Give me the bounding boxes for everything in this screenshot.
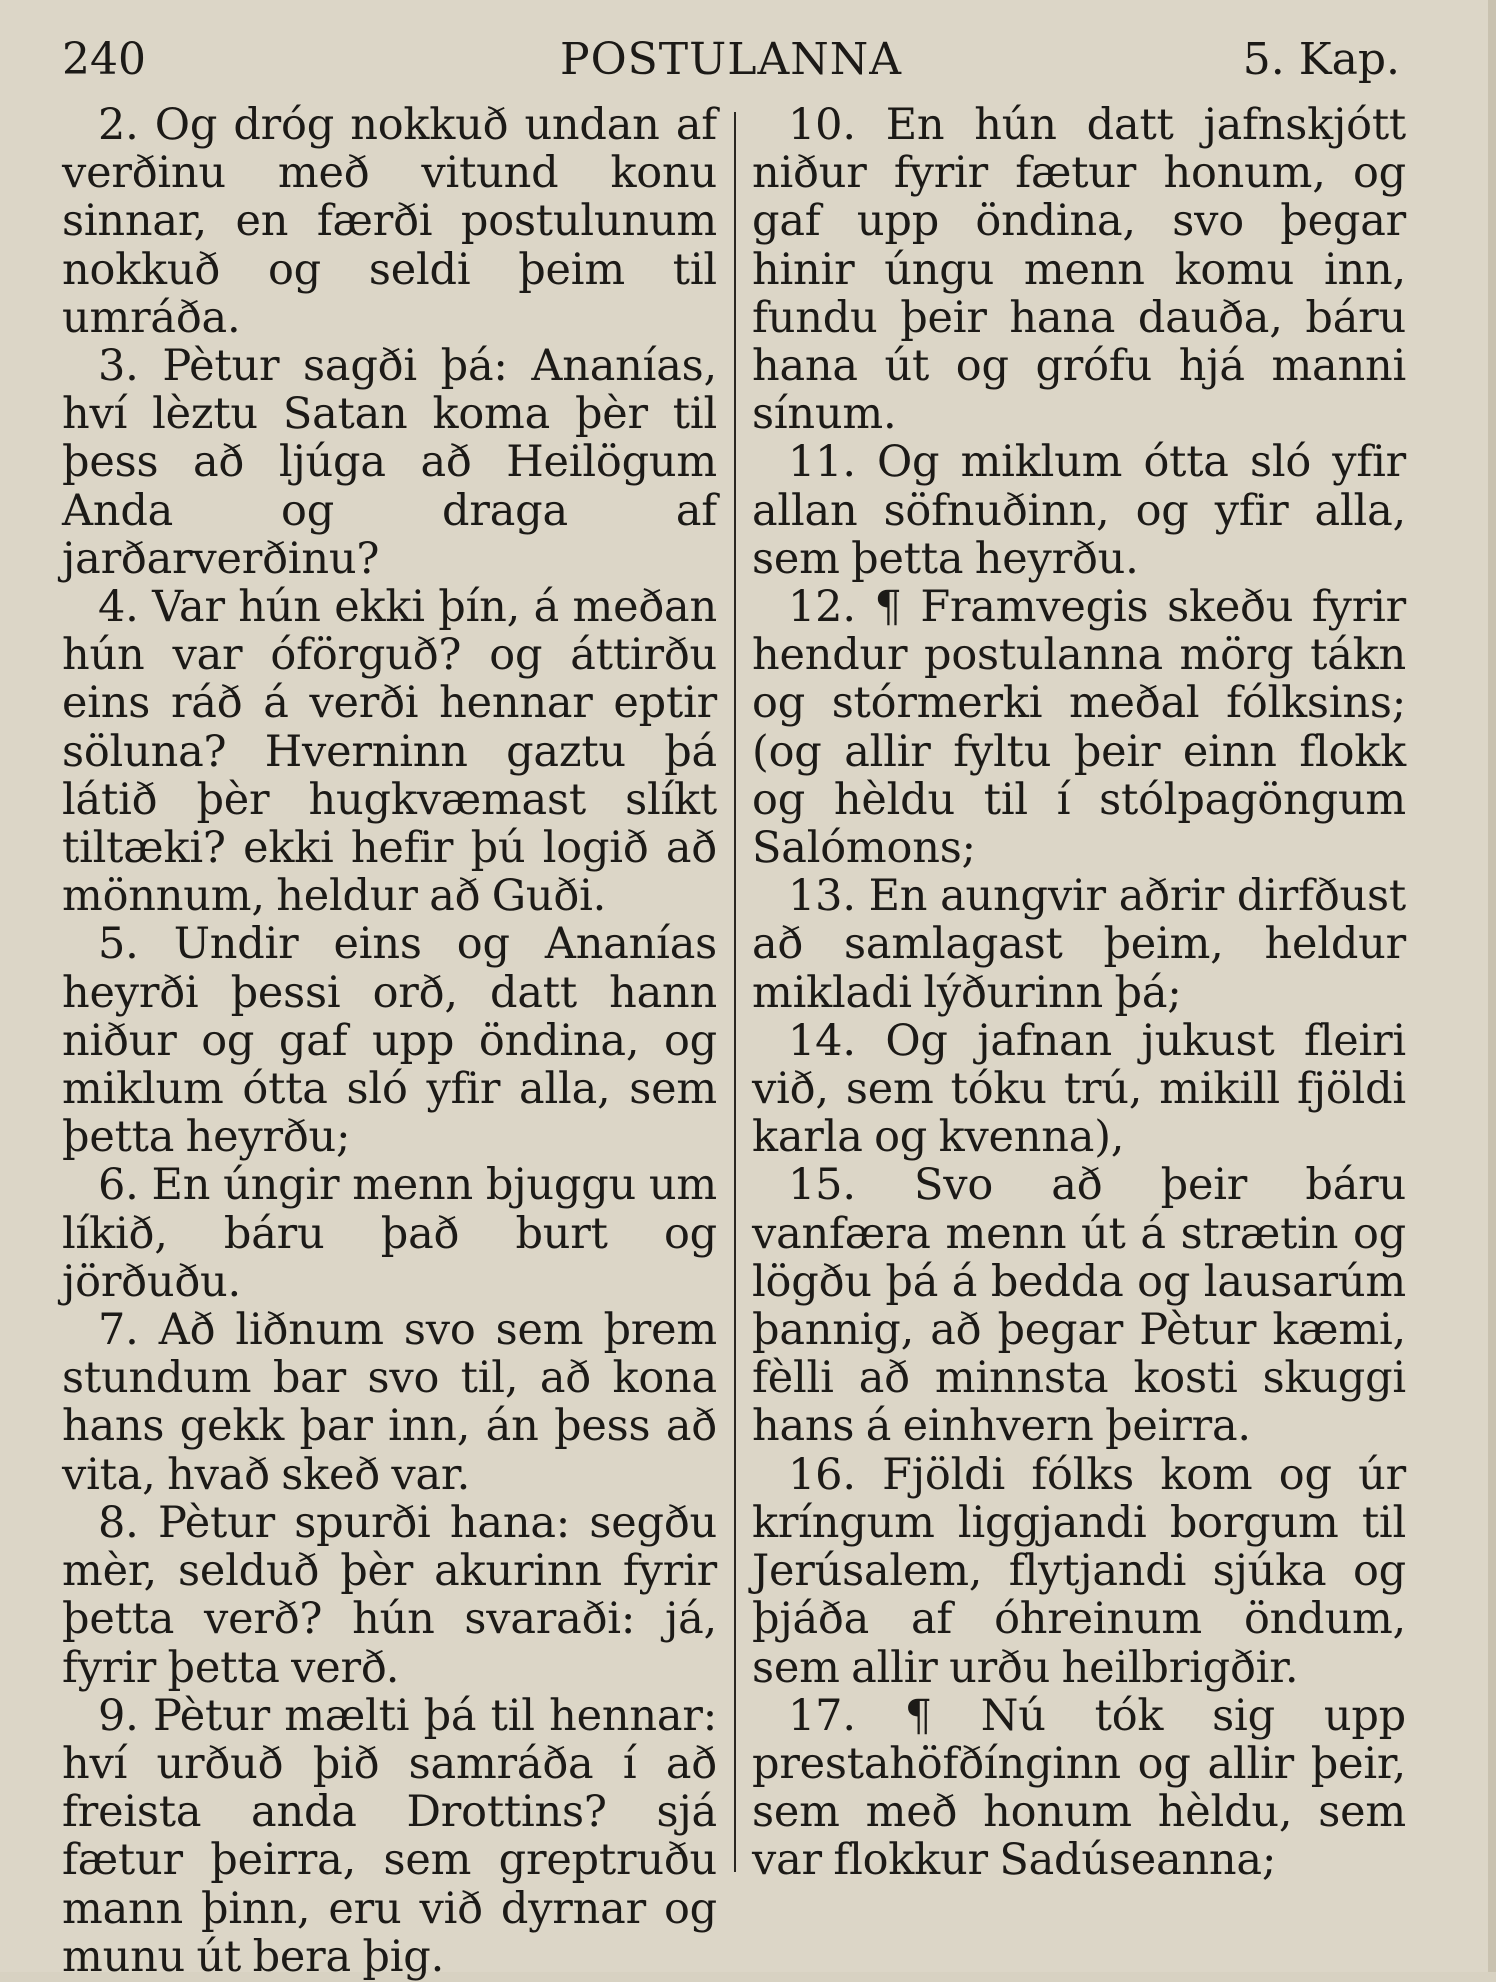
page-number: 240 bbox=[62, 34, 146, 85]
verse-10: 10. En hún datt jafnskjótt niður fyrir fætur honum, og gaf upp öndina, svo þegar hinir úngu menn komu inn, fundu þeir hana dauða, báru hana út og grófu hjá manni sínum. bbox=[752, 100, 1406, 440]
verse-7: 7. Að liðnum svo sem þrem stundum bar svo til, að kona hans gekk þar inn, án þess að vita, hvað skeð var. bbox=[62, 1305, 717, 1500]
right-column bbox=[752, 101, 1406, 1885]
verse-9: 9. Pètur mælti þá til hennar: hví urðuð þið samráða í að freista anda Drottins? sjá fætur þeirra, sem greptruðu mann þinn, eru við dyrnar og munu út bera þig. bbox=[62, 1690, 717, 1982]
verse-8: 8. Pètur spurði hana: segðu mèr, selduð þèr akurinn fyrir þetta verð? hún svaraði: já, fyrir þetta verð. bbox=[62, 1497, 717, 1693]
verse-12: 12. ¶ Framvegis skeðu fyrir hendur postulanna mörg tákn og stórmerki meðal fólksins; (og allir fyltu þeir einn flokk og hèldu til í stólpagöngum Salómons; bbox=[752, 582, 1406, 874]
verse-14: 14. Og jafnan jukust fleiri við, sem tóku trú, mikill fjöldi karla og kvenna), bbox=[752, 1015, 1406, 1163]
verse-4: 4. Var hún ekki þín, á meðan hún var óförguð? og áttirðu eins ráð á verði hennar eptir söluna? Hverninn gaztu þá látið þèr hugkvæmast slíkt tiltæki? ekki hefir þú logið að mönnum, heldur að Guði. bbox=[62, 582, 717, 922]
book-title: POSTULANNA bbox=[559, 34, 903, 85]
verse-3: 3. Pètur sagði þá: Ananías, hví lèztu Satan koma þèr til þess að ljúga að Heilögum Anda og draga af jarðarverðinu? bbox=[62, 341, 717, 584]
verse-6: 6. En úngir menn bjuggu um líkið, báru það burt og jörðuðu. bbox=[62, 1160, 717, 1307]
chapter-label: 5. Kap. bbox=[1242, 34, 1400, 85]
column-divider bbox=[734, 112, 736, 1872]
left-column bbox=[62, 101, 717, 1981]
page-edge bbox=[1488, 0, 1496, 1972]
verse-15: 15. Svo að þeir báru vanfæra menn út á strætin og lögðu þá á bedda og lausarúm þannig, að þegar Pètur kæmi, fèlli að minnsta kosti skuggi hans á einhvern þeirra. bbox=[752, 1160, 1406, 1452]
verse-5: 5. Undir eins og Ananías heyrði þessi orð, datt hann niður og gaf upp öndina, og miklum ótta sló yfir alla, sem þetta heyrðu; bbox=[62, 919, 717, 1163]
verse-13: 13. En aungvir aðrir dirfðust að samlagast þeim, heldur mikladi lýðurinn þá; bbox=[752, 871, 1406, 1018]
verse-11: 11. Og miklum ótta sló yfir allan söfnuðinn, og yfir alla, sem þetta heyrðu. bbox=[752, 437, 1406, 584]
verse-17: 17. ¶ Nú tók sig upp prestahöfðínginn og allir þeir, sem með honum hèldu, sem var flokkur Sadúseanna; bbox=[752, 1690, 1406, 1886]
verse-16: 16. Fjöldi fólks kom og úr kríngum liggjandi borgum til Jerúsalem, flytjandi sjúka og þjáða af óhreinum öndum, sem allir urðu heilbrigðir. bbox=[752, 1449, 1406, 1693]
verse-2: 2. Og dróg nokkuð undan af verðinu með vitund konu sinnar, en færði postulunum nokkuð og seldi þeim til umráða. bbox=[62, 100, 717, 343]
running-header bbox=[62, 28, 1400, 92]
